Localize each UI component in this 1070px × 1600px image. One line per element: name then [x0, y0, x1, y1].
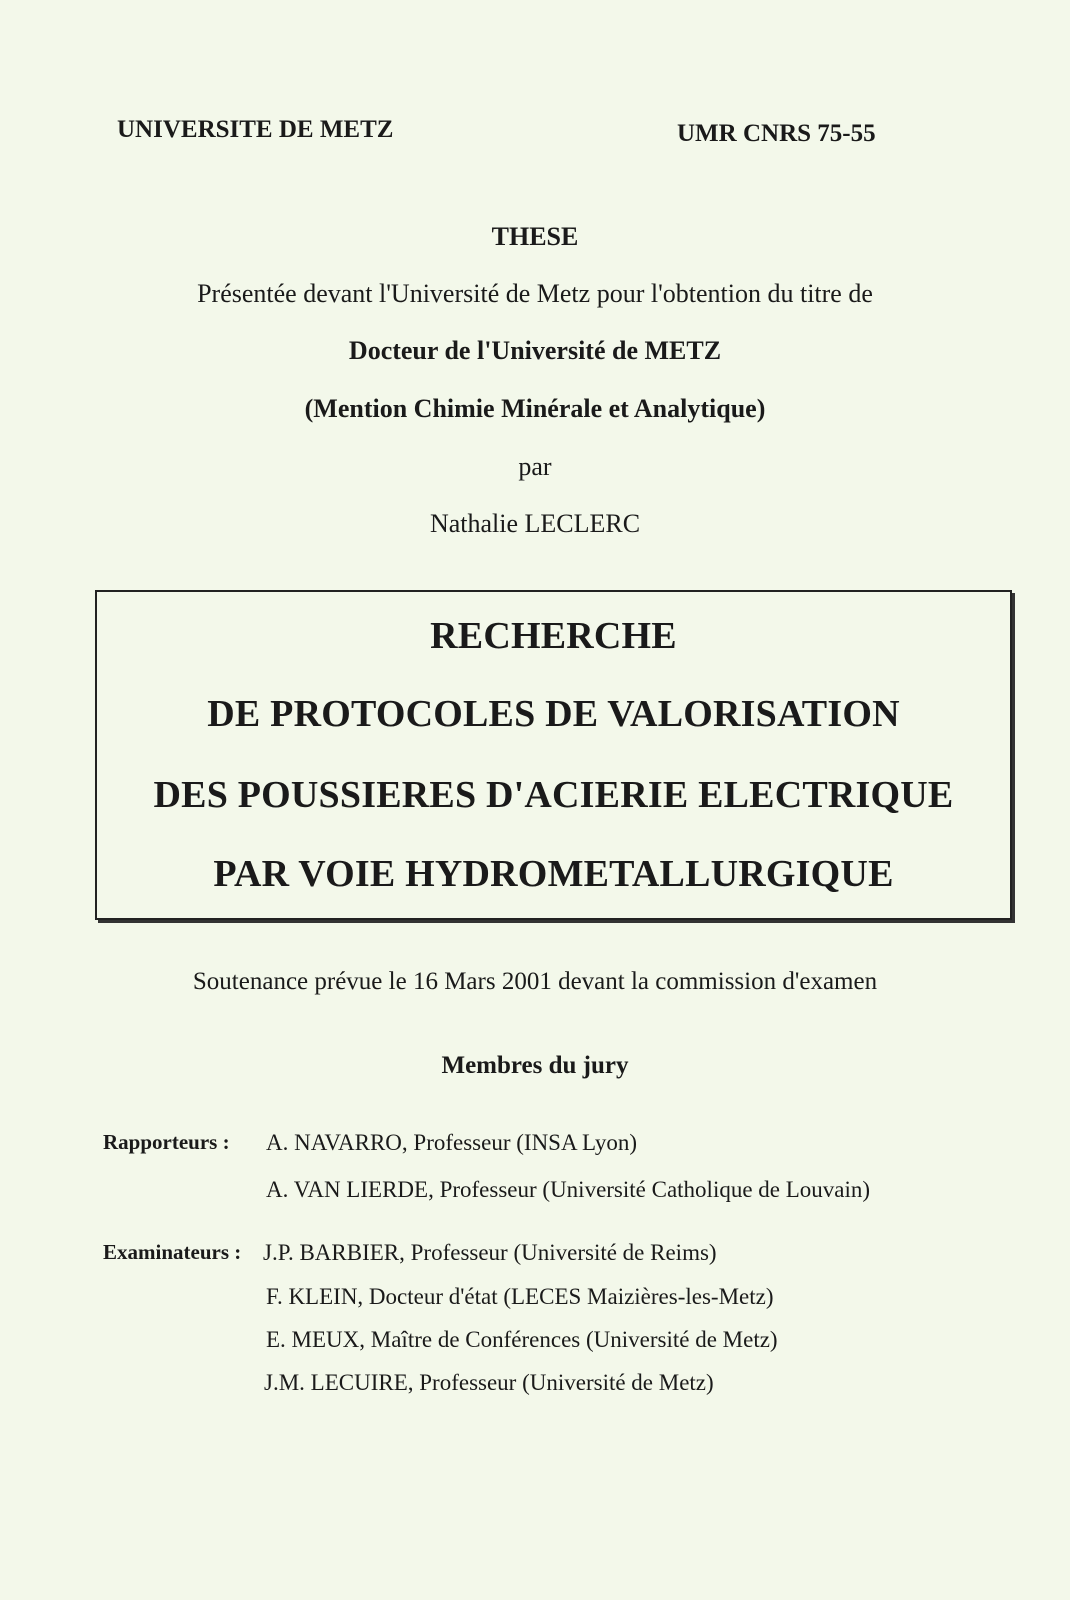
- jury-member: J.P. BARBIER, Professeur (Université de Reims): [263, 1240, 717, 1265]
- title-line: DE PROTOCOLES DE VALORISATION: [207, 693, 900, 735]
- jury-member: J.M. LECUIRE, Professeur (Université de Metz): [264, 1370, 714, 1395]
- jury-heading: Membres du jury: [441, 1052, 629, 1079]
- thesis-title-box: [95, 590, 1012, 920]
- thesis-heading: THESE: [491, 222, 579, 251]
- degree-line: Docteur de l'Université de METZ: [348, 336, 722, 365]
- jury-member: E. MEUX, Maître de Conférences (Université de Metz): [266, 1327, 778, 1352]
- rapporteurs-label: Rapporteurs :: [103, 1130, 230, 1154]
- mention-line: (Mention Chimie Minérale et Analytique): [304, 394, 766, 423]
- title-line: RECHERCHE: [430, 615, 677, 657]
- jury-member: A. VAN LIERDE, Professeur (Université Catholique de Louvain): [266, 1177, 871, 1202]
- university-name: UNIVERSITE DE METZ: [117, 116, 394, 143]
- presented-line: Présentée devant l'Université de Metz pour l'obtention du titre de: [197, 279, 873, 308]
- defense-date-line: Soutenance prévue le 16 Mars 2001 devant la commission d'examen: [192, 968, 878, 995]
- title-line: DES POUSSIERES D'ACIERIE ELECTRIQUE: [153, 774, 954, 816]
- jury-member: F. KLEIN, Docteur d'état (LECES Maizières-les-Metz): [266, 1284, 774, 1309]
- by-line: par: [518, 452, 552, 481]
- examinateurs-label: Examinateurs :: [103, 1240, 242, 1264]
- jury-member: A. NAVARRO, Professeur (INSA Lyon): [266, 1130, 637, 1155]
- lab-name: UMR CNRS 75-55: [677, 120, 876, 147]
- author-name: Nathalie LECLERC: [429, 509, 641, 538]
- title-line: PAR VOIE HYDROMETALLURGIQUE: [213, 853, 894, 895]
